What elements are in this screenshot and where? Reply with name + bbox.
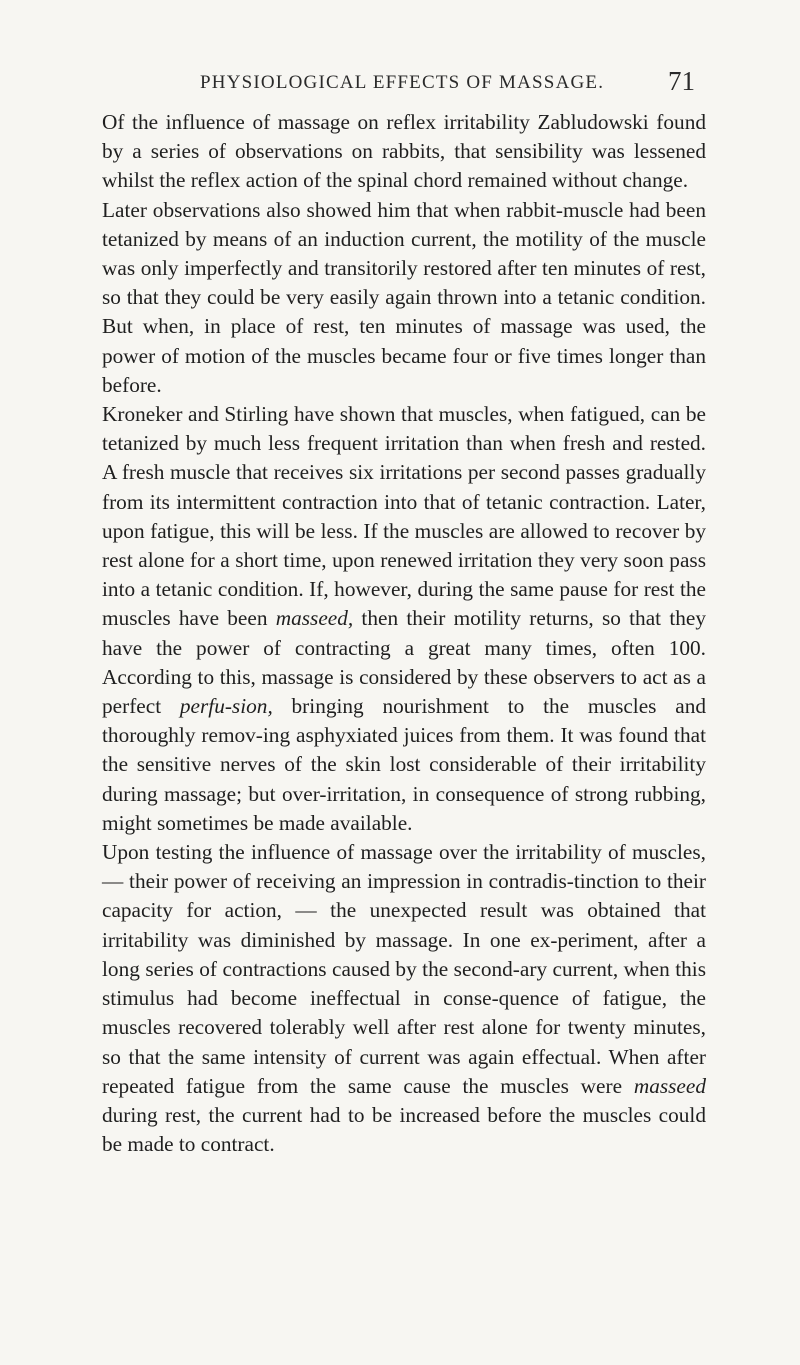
paragraph-4 bbox=[102, 838, 706, 1159]
masseed-term: masseed bbox=[633, 1073, 706, 1098]
paragraph-4-part-2: during rest, the current had to be increased before the muscles could be made to contract. bbox=[102, 1102, 706, 1157]
paragraph-2: Later observations also showed him that when rabbit-muscle had been tetanized by means of an induction current, the motility of the muscle was only imperfectly and transitorily restored after ten minutes of rest, so that they could be very easily again thrown into a tetanic condition. But when, in place of rest, ten minutes of massage was used, the power of motion of the muscles became four or five times longer than before. bbox=[102, 197, 706, 397]
paragraph-3 bbox=[102, 400, 706, 838]
page-number: 71 bbox=[668, 66, 695, 96]
body-text bbox=[102, 108, 706, 1159]
paragraph-3-part-2: then their motility returns, so that they have the power of contracting a great many times, often 100. According to this, massage is considered by these observers to act as a perfect bbox=[102, 606, 706, 719]
paragraph-4-part-1: Upon testing the influence of massage over the irritability of muscles, — their power of receiving an impression in contradis-tinction to their capacity for action, — the unexpected result was obtained that irritability was diminished by massage. In one ex-periment, after a long series of contractions caused by the second-ary current, when this stimulus had become ineffectual in conse-quence of fatigue, the muscles recovered tolerably well after rest alone for twenty minutes, so that the same intensity of current was again effectual. When after repeated fatigue from the same cause the muscles were bbox=[102, 840, 706, 1098]
paragraph-1: Of the influence of massage on reflex irritability Zabludowski found by a series of observations on rabbits, that sensibility was lessened whilst the reflex action of the spinal chord remained without change. bbox=[102, 110, 706, 193]
perfusion-term: perfu-sion, bbox=[179, 694, 273, 719]
paragraph-3-part-1: Kroneker and Stirling have shown that muscles, when fatigued, can be tetanized by much less frequent irritation than when fresh and rested. A fresh muscle that receives six irritations per second passes gradually from its intermittent contraction into that of tetanic contraction. Later, upon fatigue, this will be less. If the muscles are allowed to recover by rest alone for a short time, upon renewed irritation they very soon pass into a tetanic condition. If, however, during the same pause for rest the muscles have been bbox=[102, 402, 706, 631]
running-head: PHYSIOLOGICAL EFFECTS OF MASSAGE. bbox=[200, 72, 605, 93]
paragraph-3-part-3: bringing nourishment to the muscles and thoroughly remov-ing asphyxiated juices from them. It was found that the sensitive nerves of the skin lost considerable of their irritability during massage; but over-irritation, in consequence of strong rubbing, might sometimes be made available. bbox=[102, 694, 706, 835]
masseed-term: masseed, bbox=[275, 606, 354, 631]
